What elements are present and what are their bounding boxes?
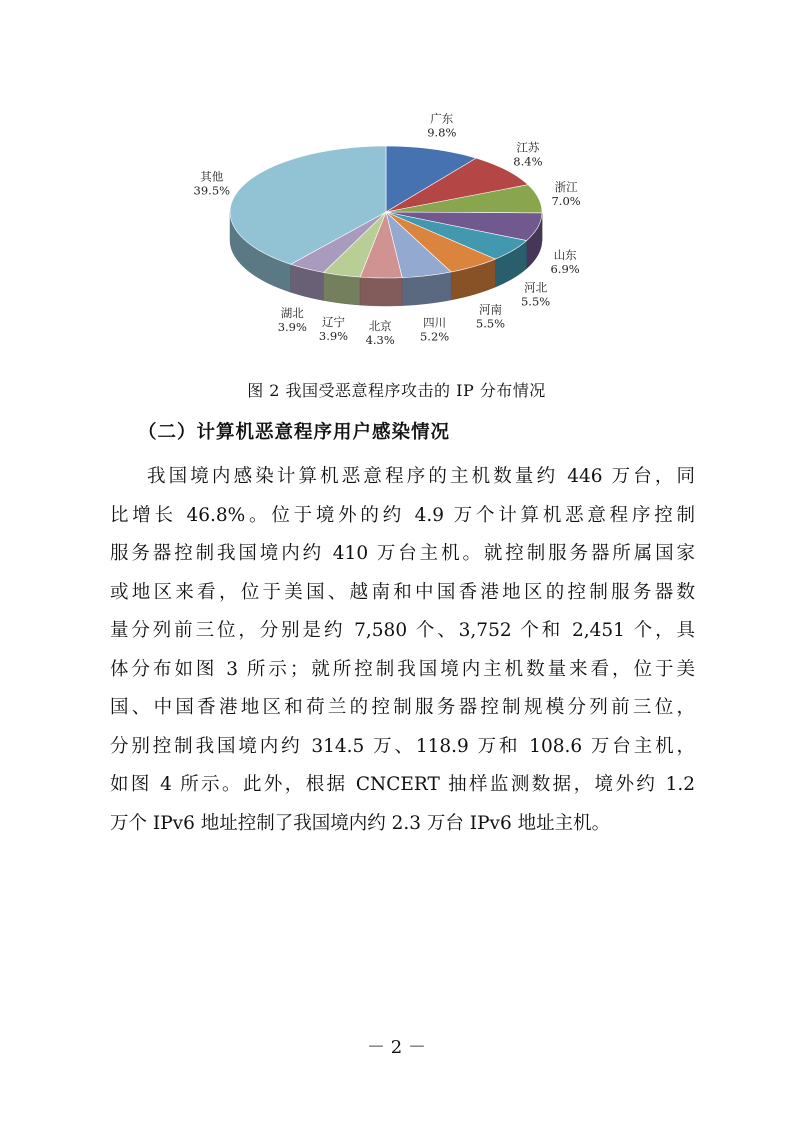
pie-label-value: 5.5%: [475, 316, 506, 331]
pie-label-name: 浙江: [554, 180, 578, 195]
paragraph-line: 如图 4 所示。此外，根据 CNCERT 抽样监测数据，境外约 1.2: [110, 774, 695, 795]
section-heading: （二）计算机恶意程序用户感染情况: [138, 422, 451, 443]
pie-label-name: 北京: [368, 319, 392, 333]
pie-label-value: 8.4%: [513, 154, 543, 169]
pie-label-value: 3.9%: [277, 320, 307, 335]
pie-svg: [193, 100, 600, 368]
pie-label-value: 9.8%: [427, 125, 457, 140]
pie-label-name: 辽宁: [322, 315, 345, 330]
paragraph-line: 或地区来看，位于美国、越南和中国香港地区的控制服务器数: [110, 581, 695, 603]
pie-label-value: 6.9%: [550, 262, 580, 277]
paragraph-line: 服务器控制我国境内约 410 万台主机。就控制服务器所属国家: [110, 543, 695, 564]
paragraph-line: 国、中国香港地区和荷兰的控制服务器控制规模分列前三位，: [110, 697, 695, 718]
pie-label-name: 江苏: [516, 140, 540, 155]
paragraph-line: 体分布如图 3 所示；就所控制我国境内主机数量来看，位于美: [110, 658, 695, 680]
paragraph-line: 比增长 46.8%。位于境外的约 4.9 万个计算机恶意程序控制: [110, 504, 695, 526]
pie-label-value: 5.5%: [520, 294, 551, 309]
paragraph-line: 万个 IPv6 地址控制了我国境内约 2.3 万台 IPv6 地址主机。: [110, 812, 611, 834]
pie-label-name: 河北: [524, 280, 548, 295]
pie-label-name: 山东: [553, 248, 577, 263]
figure-caption: 图 2 我国受恶意程序攻击的 IP 分布情况: [247, 381, 546, 400]
pie-side-辽宁: [324, 272, 361, 305]
pie-label-name: 湖北: [280, 306, 304, 321]
pie-label-name: 河南: [479, 302, 502, 317]
paragraph-line: 量分列前三位，分别是约 7,580 个、3,752 个和 2,451 个，具: [110, 620, 695, 641]
ip-distribution-pie-chart: [193, 100, 600, 368]
pie-label-name: 其他: [200, 169, 224, 184]
pie-label-value: 7.0%: [551, 194, 581, 209]
pie-label-name: 四川: [423, 315, 447, 330]
paragraph-line: 我国境内感染计算机恶意程序的主机数量约 446 万台，同: [147, 466, 695, 487]
pie-label-value: 4.3%: [365, 333, 395, 347]
pie-label-name: 广东: [430, 111, 454, 126]
page-number: － 2 －: [367, 1037, 426, 1058]
pie-side-北京: [360, 277, 402, 306]
pie-label-value: 3.9%: [318, 329, 349, 344]
body-paragraph: [110, 458, 695, 843]
pie-label-value: 5.2%: [419, 329, 450, 344]
pie-label-value: 39.5%: [193, 183, 231, 198]
paragraph-line: 分别控制我国境内约 314.5 万、118.9 万和 108.6 万台主机，: [110, 735, 695, 757]
